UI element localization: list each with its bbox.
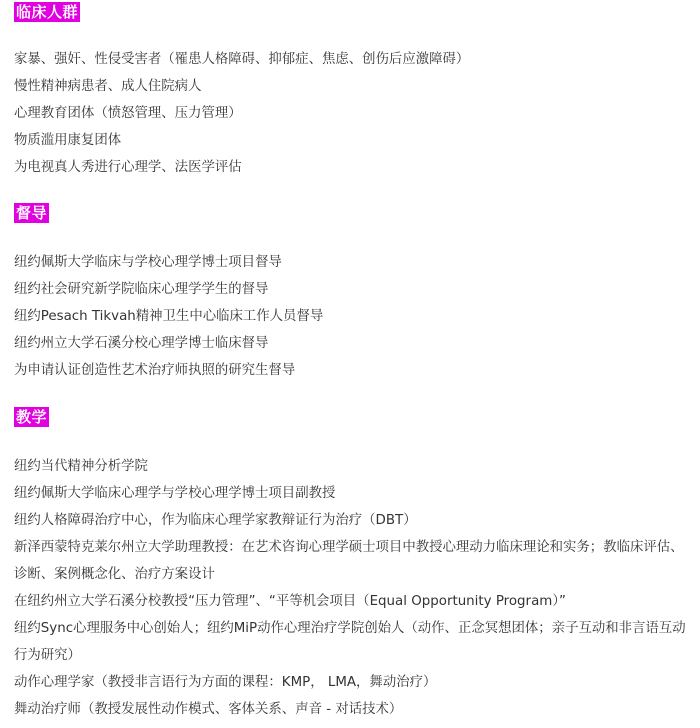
list-item: 纽约社会研究新学院临床心理学学生的督导 <box>14 282 269 297</box>
list-item: 为申请认证创造性艺术治疗师执照的研究生督导 <box>14 363 296 378</box>
item-list <box>14 453 692 723</box>
list-item: 慢性精神病患者、成人住院病人 <box>14 79 202 94</box>
list-item: 舞动治疗师（教授发展性动作模式、客体关系、声音 - 对话技术） <box>14 702 403 717</box>
section-heading: 临床人群 <box>16 3 79 21</box>
section-clinical-populations <box>14 2 692 181</box>
document-body <box>14 2 692 723</box>
list-item: 纽约Sync心理服务中心创始人；纽约MiP动作心理治疗学院创始人（动作、正念冥想团体；亲子互动和非言语互动行为研究） <box>14 621 686 663</box>
item-list <box>14 46 692 181</box>
list-item: 纽约人格障碍治疗中心，作为临床心理学家教辩证行为治疗（DBT） <box>14 513 417 528</box>
list-item: 纽约州立大学石溪分校心理学博士临床督导 <box>14 336 269 351</box>
section-heading: 督导 <box>16 204 48 222</box>
section-supervision <box>14 203 692 384</box>
item-list <box>14 249 692 384</box>
list-item: 新泽西蒙特克莱尔州立大学助理教授：在艺术咨询心理学硕士项目中教授心理动力临床理论和实务；教临床评估、诊断、案例概念化、治疗方案设计 <box>14 540 684 582</box>
list-item: 物质滥用康复团体 <box>14 133 122 148</box>
list-item: 纽约佩斯大学临床心理学与学校心理学博士项目副教授 <box>14 486 336 501</box>
list-item: 纽约当代精神分析学院 <box>14 459 148 474</box>
section-heading: 教学 <box>16 408 48 426</box>
list-item: 心理教育团体（愤怒管理、压力管理） <box>14 106 242 121</box>
list-item: 纽约佩斯大学临床与学校心理学博士项目督导 <box>14 255 282 270</box>
list-item: 纽约Pesach Tikvah精神卫生中心临床工作人员督导 <box>14 309 324 324</box>
list-item: 动作心理学家（教授非言语行为方面的课程：KMP， LMA，舞动治疗） <box>14 675 437 690</box>
list-item: 在纽约州立大学石溪分校教授“压力管理”、“平等机会项目（Equal Opportunity Program）” <box>14 594 566 609</box>
list-item: 家暴、强奸、性侵受害者（罹患人格障碍、抑郁症、焦虑、创伤后应激障碍） <box>14 52 470 67</box>
list-item: 为电视真人秀进行心理学、法医学评估 <box>14 160 242 175</box>
section-teaching <box>14 407 692 723</box>
